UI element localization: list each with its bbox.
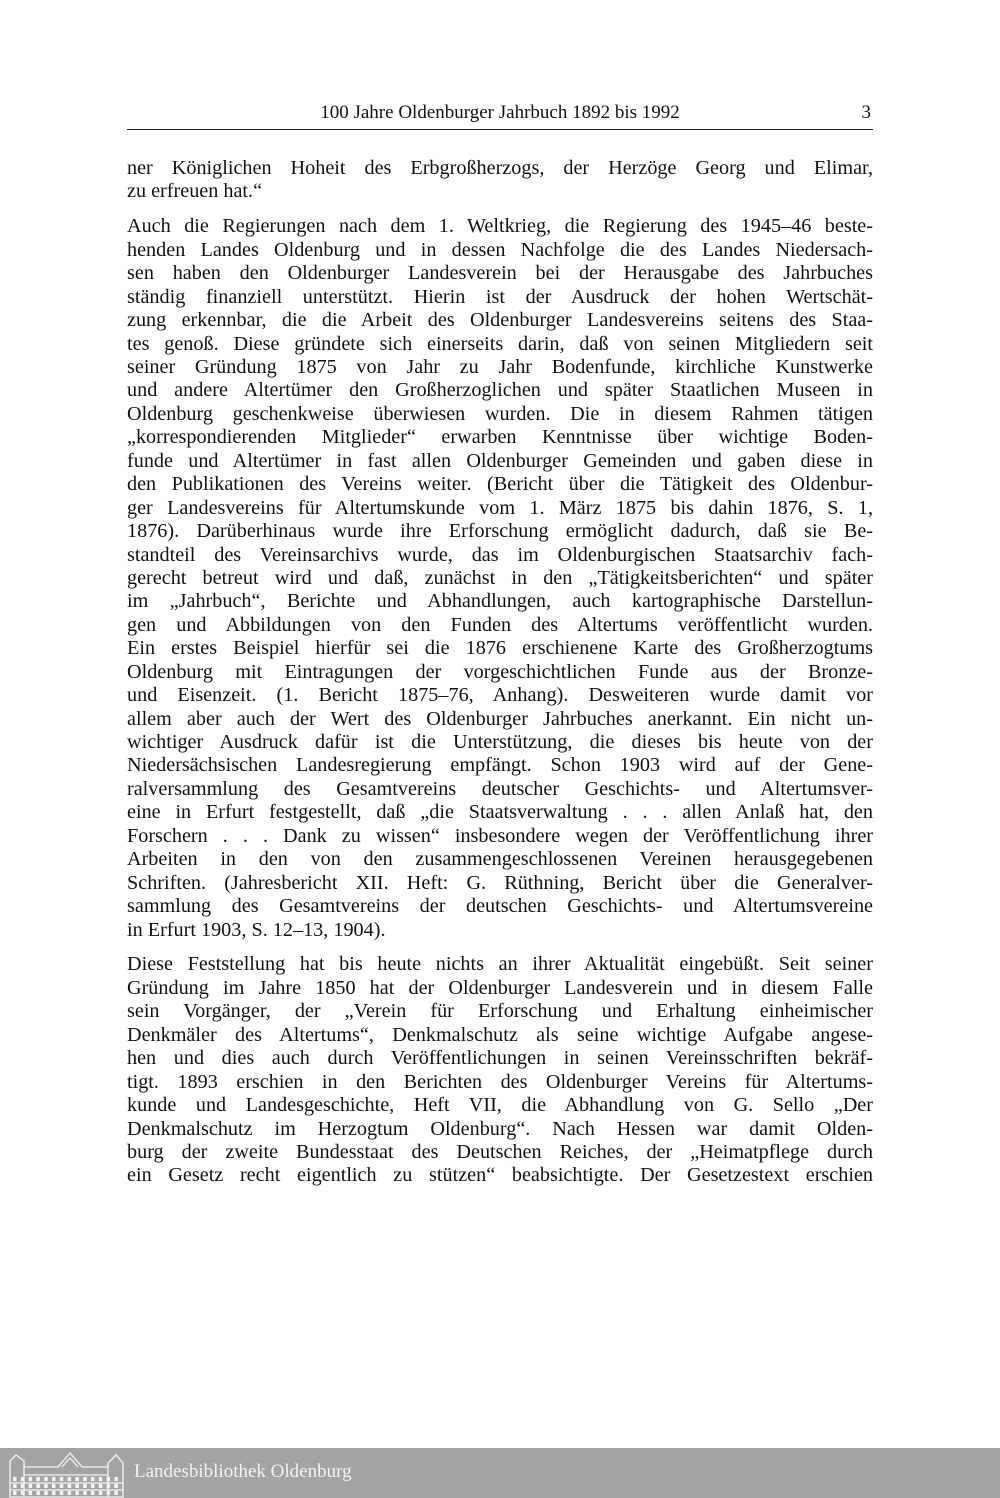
text-line: Gründung im Jahre 1850 hat der Oldenburger Landesverein und in diesem Falle	[127, 976, 873, 999]
text-line: Schriften. (Jahresbericht XII. Heft: G. Rüthning, Bericht über die Generalver-	[127, 871, 873, 894]
text-line: eine in Erfurt festgestellt, daß „die Staatsverwaltung . . . allen Anlaß hat, den	[127, 801, 873, 824]
text-line: henden Landes Oldenburg und in dessen Nachfolge die des Landes Niedersach-	[127, 238, 873, 261]
page-header	[127, 101, 873, 130]
text-line: ralversammlung des Gesamtvereins deutscher Geschichts- und Altertumsver-	[127, 777, 873, 800]
text-line: und andere Altertümer den Großherzoglichen und später Staatlichen Museen in	[127, 379, 873, 402]
text-line: zu erfreuen hat.“	[127, 180, 263, 203]
text-line: „korrespondierenden Mitglieder“ erwarben Kenntnisse über wichtige Boden-	[127, 426, 873, 449]
text-line: ein Gesetz recht eigentlich zu stützen“ beabsichtigte. Der Gesetzestext erschien	[127, 1164, 873, 1187]
text-line: hen und dies auch durch Veröffentlichungen in seinen Vereinsschriften bekräf-	[127, 1047, 873, 1070]
text-line: sein Vorgänger, der „Verein für Erforschung und Erhaltung einheimischer	[127, 1000, 873, 1023]
text-line: Denkmäler des Altertums“, Denkmalschutz als seine wichtige Aufgabe angese-	[127, 1023, 873, 1046]
text-line: burg der zweite Bundesstaat des Deutschen Reiches, der „Heimatpflege durch	[127, 1140, 873, 1163]
text-line: Oldenburg mit Eintragungen der vorgeschichtlichen Funde aus der Bronze-	[127, 660, 873, 683]
text-line: gerecht betreut wird und daß, zunächst in den „Tätigkeitsberichten“ und später	[127, 566, 873, 589]
text-line: gen und Abbildungen von den Funden des Altertums veröffentlicht wurden.	[127, 613, 873, 636]
text-line: sen haben den Oldenburger Landesverein bei der Herausgabe des Jahrbuches	[127, 262, 873, 285]
text-line: ner Königlichen Hoheit des Erbgroßherzogs, der Herzöge Georg und Elimar,	[127, 157, 873, 179]
text-line: Forschern . . . Dank zu wissen“ insbesondere wegen der Veröffentlichung ihrer	[127, 824, 873, 847]
footer-bar	[0, 1448, 1000, 1498]
text-line: kunde und Landesgeschichte, Heft VII, die Abhandlung von G. Sello „Der	[127, 1094, 873, 1117]
text-line: Oldenburg geschenkweise überwiesen wurden. Die in diesem Rahmen tätigen	[127, 402, 873, 425]
text-line: seiner Gründung 1875 von Jahr zu Jahr Bodenfunde, kirchliche Kunstwerke	[127, 356, 873, 378]
text-line: 1876). Darüberhinaus wurde ihre Erforschung ermöglicht dadurch, daß sie Be-	[127, 520, 873, 543]
library-name: Landesbibliothek Oldenburg	[134, 1461, 352, 1482]
text-line: im „Jahrbuch“, Berichte und Abhandlungen, auch kartographische Darstellun-	[127, 590, 873, 613]
text-line: wichtiger Ausdruck dafür ist die Unterstützung, die dieses bis heute von der	[127, 731, 873, 753]
text-line: zung erkennbar, die die Arbeit des Oldenburger Landesvereins seitens des Staa-	[127, 309, 873, 332]
page-number: 3	[861, 102, 871, 123]
text-line: in Erfurt 1903, S. 12–13, 1904).	[127, 918, 386, 941]
text-line: und Eisenzeit. (1. Bericht 1875–76, Anhang). Desweiteren wurde damit vor	[127, 684, 873, 707]
running-title: 100 Jahre Oldenburger Jahrbuch 1892 bis 1992	[320, 102, 680, 123]
text-line: Diese Feststellung hat bis heute nichts an ihrer Aktualität eingebüßt. Seit seiner	[127, 953, 873, 976]
text-line: Ein erstes Beispiel hierfür sei die 1876 erschienene Karte des Großherzogtums	[127, 637, 873, 660]
text-line: Auch die Regierungen nach dem 1. Weltkrieg, die Regierung des 1945–46 beste-	[127, 215, 873, 238]
text-line: allem aber auch der Wert des Oldenburger Jahrbuches anerkannt. Ein nicht un-	[127, 707, 873, 730]
text-line: Denkmalschutz im Herzogtum Oldenburg“. Nach Hessen war damit Olden-	[127, 1117, 873, 1140]
text-line: tigt. 1893 erschien in den Berichten des Oldenburger Vereins für Altertums-	[127, 1070, 873, 1093]
library-building-icon	[8, 1449, 124, 1498]
text-line: ger Landesvereins für Altertumskunde vom 1. März 1875 bis dahin 1876, S. 1,	[127, 496, 873, 519]
text-line: sammlung des Gesamtvereins der deutschen Geschichts- und Altertumsvereine	[127, 895, 873, 918]
paragraph	[127, 157, 873, 204]
text-line: den Publikationen des Vereins weiter. (Bericht über die Tätigkeit des Oldenbur-	[127, 473, 873, 496]
paragraph	[127, 953, 873, 1187]
text-line: standteil des Vereinsarchivs wurde, das im Oldenburgischen Staatsarchiv fach-	[127, 543, 873, 566]
body-text	[127, 157, 873, 1199]
text-line: ständig finanziell unterstützt. Hierin ist der Ausdruck der hohen Wertschät-	[127, 285, 873, 308]
text-line: funde und Altertümer in fast allen Oldenburger Gemeinden und gaben diese in	[127, 449, 873, 472]
text-line: tes genoß. Diese gründete sich einerseits darin, daß von seinen Mitgliedern seit	[127, 332, 873, 355]
text-line: Niedersächsischen Landesregierung empfängt. Schon 1903 wird auf der Gene-	[127, 754, 873, 777]
text-line: Arbeiten in den von den zusammengeschlossenen Vereinen herausgegebenen	[127, 848, 873, 871]
paragraph	[127, 215, 873, 942]
